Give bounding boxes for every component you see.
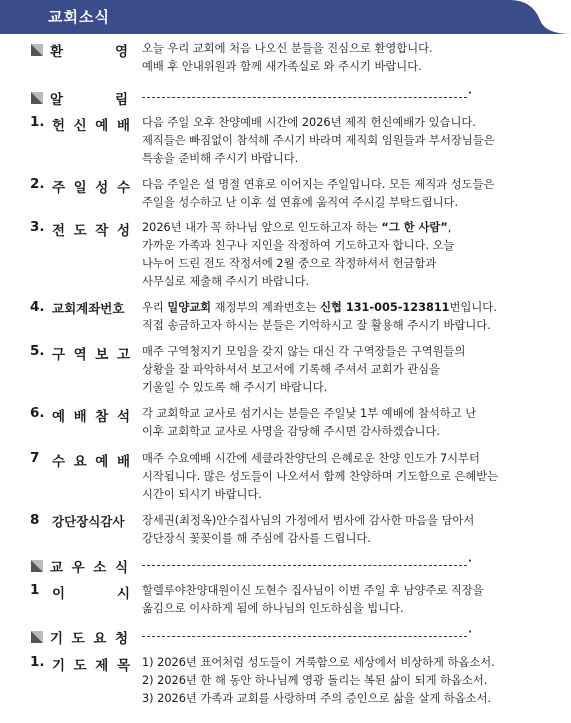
item-title: 헌 신 예 배: [52, 118, 130, 134]
item-body: 장세권(최정옥)안수집사님의 가정에서 범사에 감사한 마음을 담아서 강단장식 꽃꽂이를 해 주심에 감사를 드립니다.: [142, 514, 475, 545]
item-title: 전 도 작 성: [52, 223, 130, 239]
item-body: 우리 밀양교회 재정부의 계좌번호는 신협 131-005-123811번입니다. 직접 송금하고자 하시는 분들은 기억하시고 잘 활용해 주시기 바랍니다.: [142, 301, 497, 332]
item-number: 6.: [30, 405, 45, 421]
item-title: 주 일 성 수: [52, 180, 130, 196]
divider-line: [142, 636, 467, 637]
divider-dot: ·: [468, 627, 472, 638]
notices-label: 알 림: [50, 92, 128, 108]
item-number: 3.: [30, 219, 45, 235]
item-body: 각 교회학교 교사로 섬기시는 분들은 주일낮 1부 예배에 참석하고 난 이후 교회학교 교사로 사명을 감당해 주시면 감사하겠습니다.: [142, 407, 477, 438]
section-marker-icon: [31, 560, 43, 572]
item-number: 1.: [30, 654, 45, 670]
welcome-label: 환 영: [50, 44, 128, 60]
item-body: 매주 구역청지기 모임을 갖지 않는 대신 각 구역장들은 구역원들의 상황을 잘 파악하셔서 보고서에 기록해 주셔서 교회가 관심을 기울일 수 있도록 해 주시기 바랍니다.: [142, 345, 466, 394]
section-marker-icon: [31, 44, 43, 56]
section-marker-icon: [31, 92, 43, 104]
item-title: 수 요 예 배: [52, 454, 130, 470]
item-number: 7: [30, 450, 40, 466]
item-title: 교회계좌번호: [52, 301, 125, 316]
item-body: 다음 주일은 설 명절 연휴로 이어지는 주일입니다. 모든 제직과 성도들은 주일을 성수하고 난 이후 설 연휴에 움직여 주시길 부탁드립니다.: [142, 178, 495, 209]
members-label: 교 우 소 식: [50, 560, 128, 576]
divider-line: [142, 565, 467, 566]
item-number: 1: [30, 582, 40, 598]
item-title: 구 역 보 고: [52, 347, 130, 363]
page-title: 교회소식: [48, 8, 110, 26]
item-title: 강단장식감사: [52, 514, 125, 529]
divider-dot: ·: [468, 88, 472, 99]
item-body: 2026년 내가 꼭 하나님 앞으로 인도하고자 하는 “그 한 사람”, 가까운 가족과 친구나 지인을 작정하여 기도하고자 합니다. 오늘 나누어 드린 전도 작정서에 2월 중으로 작정하셔서 헌금함과 사무실로 제출해 주시기 바랍니다.: [142, 221, 455, 288]
item-number: 5.: [30, 343, 45, 359]
item-body: 매주 수요예배 시간에 세클라찬양단의 은혜로운 찬양 인도가 7시부터 시작됩니다. 많은 성도들이 나오셔서 함께 찬양하며 기도함으로 은혜받는 시간이 되시기 바랍니다.: [142, 452, 499, 501]
item-body: 다음 주일 오후 찬양예배 시간에 2026년 제직 헌신예배가 있습니다. 제직들은 빠짐없이 참석해 주시기 바라며 제직회 임원들과 부서장님들은 특송을 준비해 주시기 바랍니다.: [142, 116, 495, 165]
divider-dot: ·: [468, 556, 472, 567]
welcome-body: 오늘 우리 교회에 처음 나오신 분들을 진심으로 환영합니다. 예배 후 안내위원과 함께 새가족실로 와 주시기 바랍니다.: [142, 42, 433, 73]
item-number: 4.: [30, 299, 45, 315]
section-marker-icon: [31, 631, 43, 643]
divider-line: [142, 97, 467, 98]
item-number: 8: [30, 512, 40, 528]
item-title: 예 배 참 석: [52, 409, 130, 425]
item-number: 1.: [30, 114, 45, 130]
item-body: 1) 2026년 표어처럼 성도들이 거룩함으로 세상에서 비상하게 하옵소서. 2) 2026년 한 해 동안 하나님께 영광 돌리는 복된 삶이 되게 하옵소서. 3) 2026년 가족과 교회를 사랑하며 주의 증인으로 삶을 살게 하옵소서.: [142, 656, 495, 705]
item-title: 기 도 제 목: [52, 658, 130, 674]
item-title: 이 시: [52, 586, 130, 602]
item-number: 2.: [30, 176, 45, 192]
item-body: 할렐루야찬양대원이신 도현수 집사님이 이번 주일 후 남양주로 직장을 옮김으로 이사하게 됨에 하나님의 인도하심을 빕니다.: [142, 584, 484, 615]
prayer-label: 기 도 요 청: [50, 631, 128, 647]
